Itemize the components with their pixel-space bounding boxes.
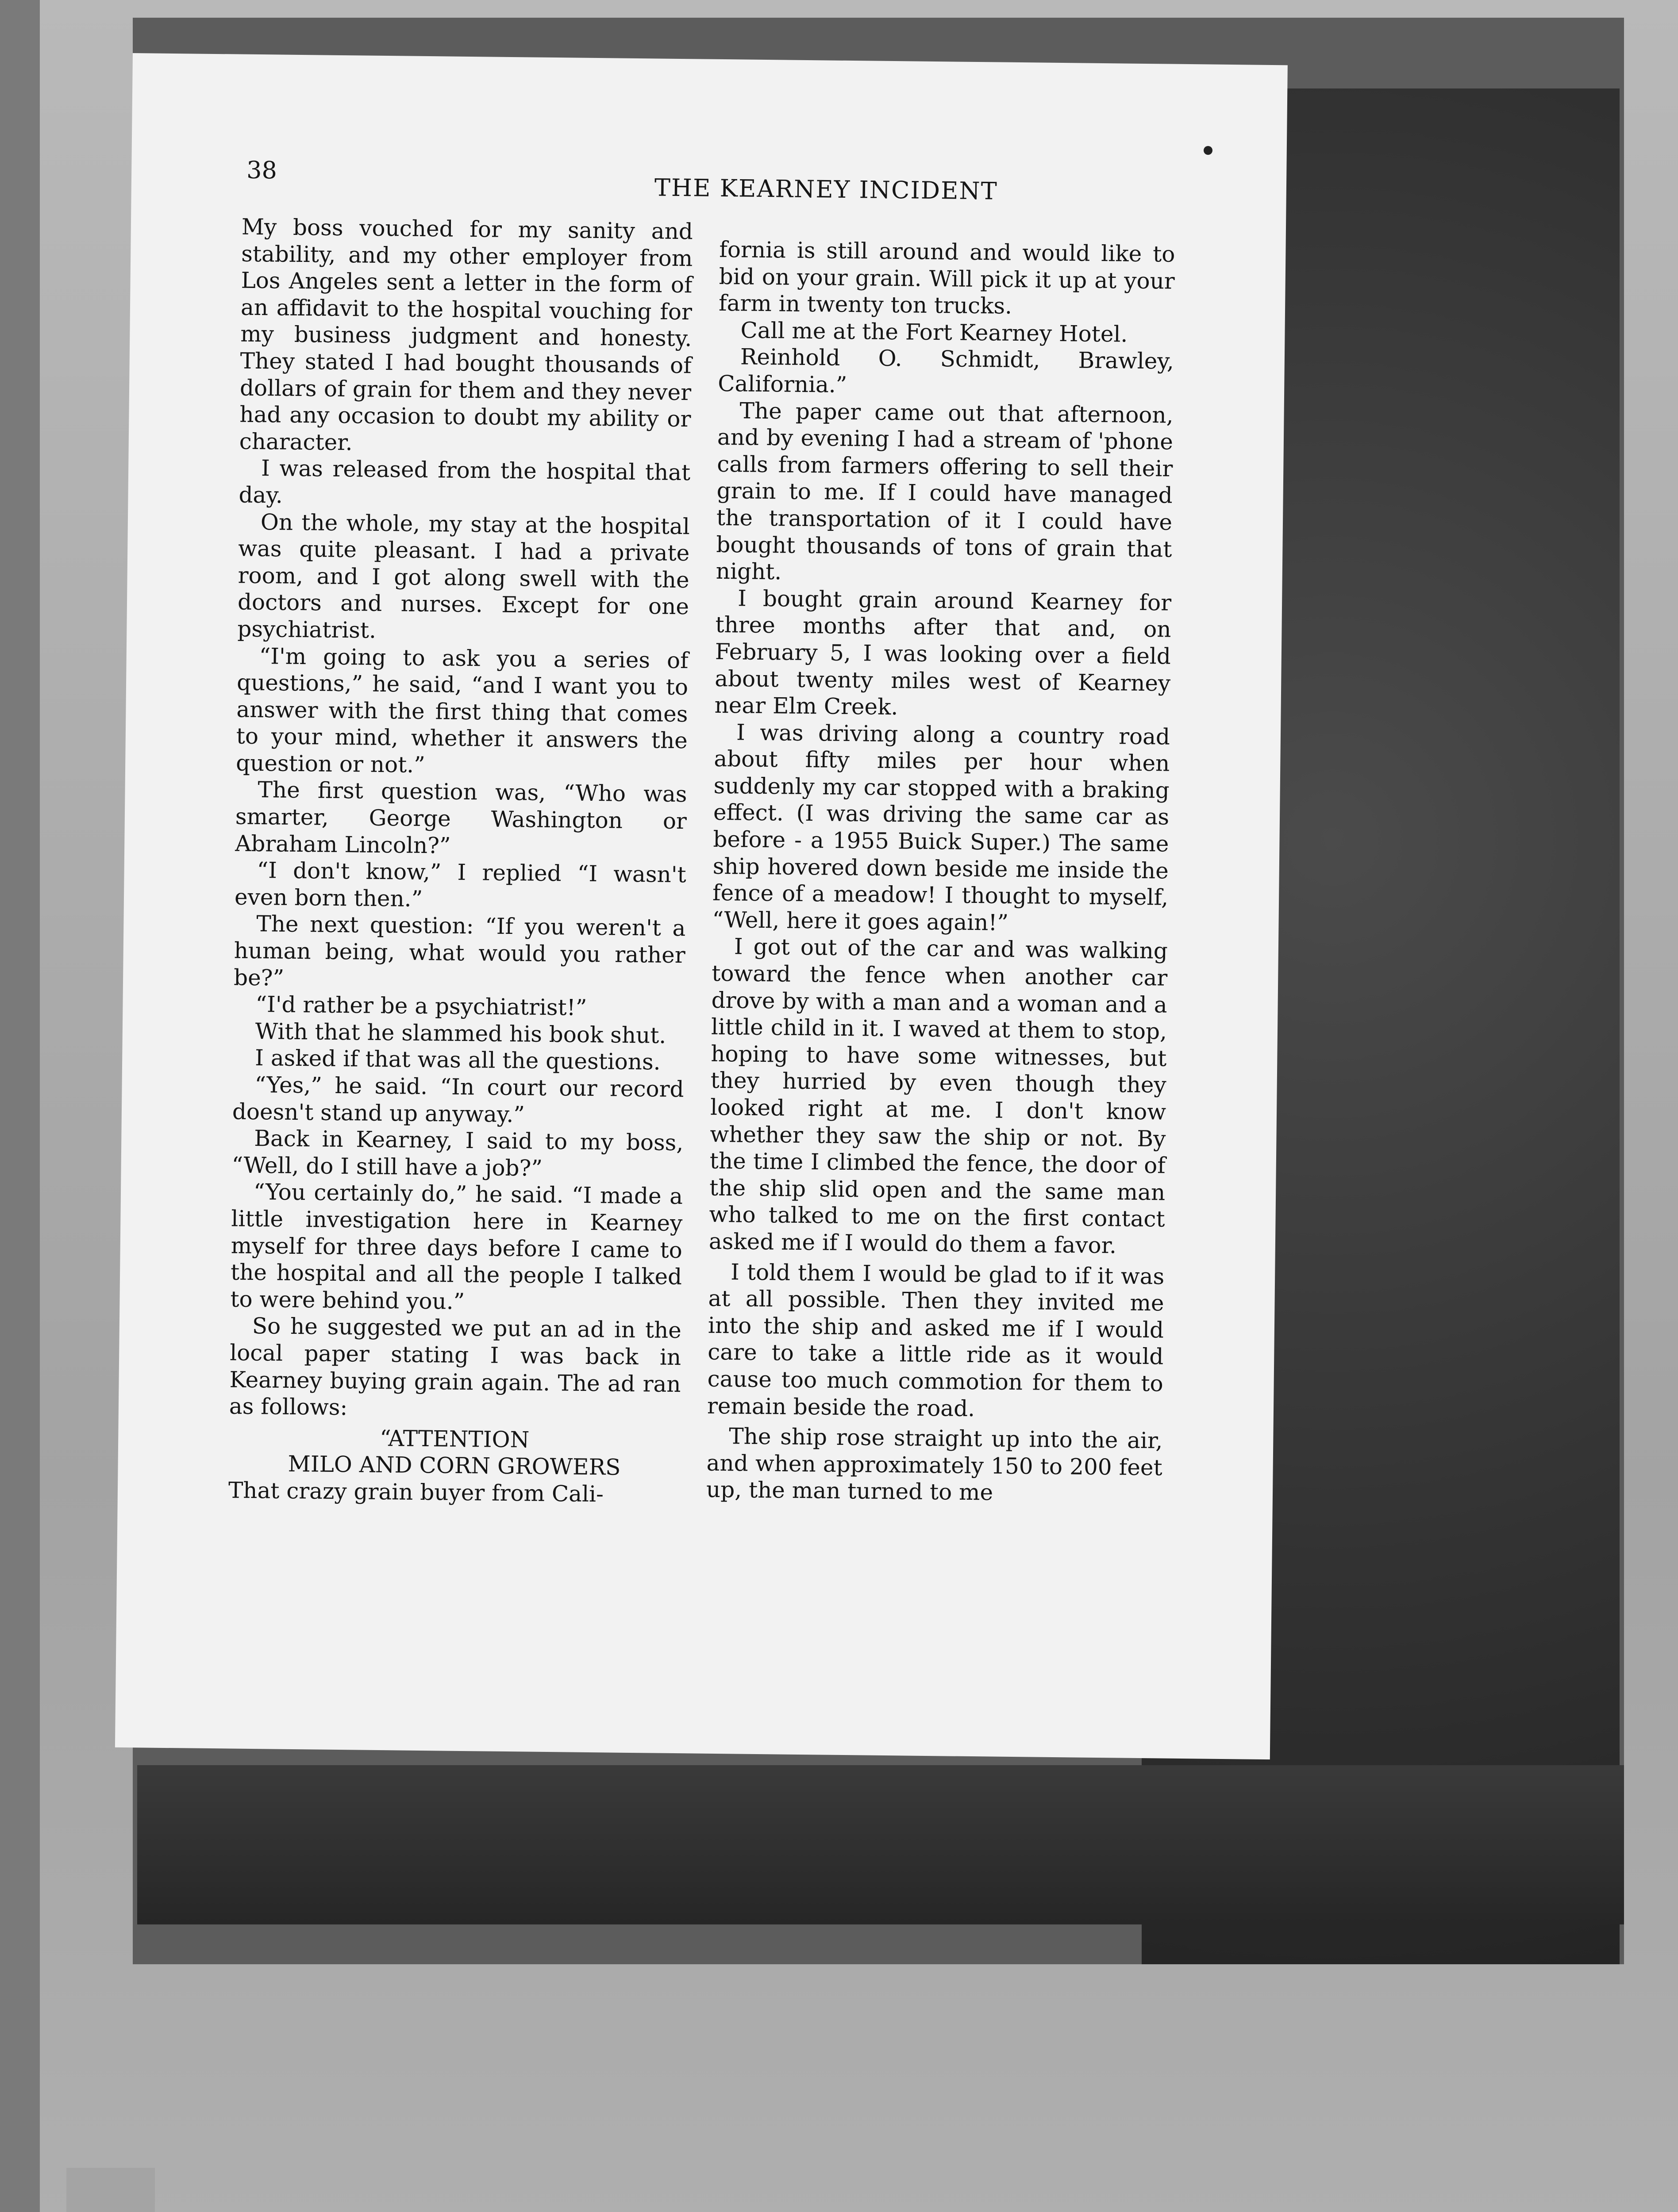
- right-column: [706, 236, 1175, 1508]
- running-head: THE KEARNEY INCIDENT: [654, 173, 998, 205]
- paragraph: I bought grain around Kearney for three months after that and, on February 5, I was looking over a field about twenty miles west of Kearney near Elm Creek.: [714, 585, 1172, 720]
- paragraph: My boss vouched for my sanity and stability, and my other employer from Los Angeles sent a letter in the form of an affidavit to the hospital vouching for my business judgment and honesty. They stated I had bought thousands of dollars of grain for them and they never had any occasion to doubt my ability or character.: [239, 214, 693, 455]
- paragraph: I was released from the hospital that day.: [239, 455, 691, 508]
- paragraph: I was driving along a country road about fifty miles per hour when suddenly my car stopped with a braking effect. (I was driving the same car as before - a 1955 Buick Super.) The same ship hovered down beside me inside the fence of a meadow! I thought to myself, “Well, here it goes again!”: [712, 719, 1170, 936]
- paragraph: I got out of the car and was walking toward the fence when another car drove by with a man and a woman and a little child in it. I waved at them to stop, hoping to have some witnesses, but they hurried by even though they looked right at me. I don't know whether they saw the ship or not. By the time I climbed the fence, the door of the ship slid open and the same man who talked to me on the first contact asked me if I would do them a favor.: [708, 933, 1168, 1259]
- paragraph: The ship rose straight up into the air, and when approximately 150 to 200 feet up, the man turned to me: [706, 1423, 1163, 1505]
- ink-speck: [1204, 146, 1212, 155]
- paragraph: The first question was, “Who was smarter, George Washington or Abraham Lincoln?”: [235, 777, 687, 859]
- ad-contact-line: Call me at the Fort Kearney Hotel.: [740, 317, 1128, 347]
- paragraph: I asked if that was all the questions.: [254, 1045, 661, 1075]
- paragraph: On the whole, my stay at the hospital was quite pleasant. I had a private room, and I got along swell with the doctors and nurses. Except for one psychiatrist.: [237, 509, 690, 643]
- ad-heading: “ATTENTION: [379, 1425, 530, 1453]
- paragraph: I told them I would be glad to if it was at all possible. Then they invited me into the ship and asked me if I would care to take a little ride as it would cause too much commotion for them to remain beside the road.: [707, 1259, 1165, 1421]
- paragraph: The paper came out that afternoon, and by evening I had a stream of 'phone calls from farmers offering to sell their grain to me. If I could have managed the transportation of it I could have bought thousands of tons of grain that night.: [716, 397, 1174, 585]
- paragraph: “I don't know,” I replied “I wasn't even born then.”: [234, 857, 686, 912]
- page-number: 38: [246, 156, 277, 184]
- book-page: [115, 53, 1288, 1759]
- smudge-mark: [66, 2168, 155, 2212]
- paragraph: “I'd rather be a psychiatrist!”: [255, 991, 587, 1021]
- paragraph: The next question: “If you weren't a human being, what would you rather be?”: [233, 911, 686, 991]
- paragraph: “I'm going to ask you a series of questions,” he said, “and I want you to answer with the first thing that comes to your mind, whether it answers the question or not.”: [235, 643, 689, 778]
- paragraph: Back in Kearney, I said to my boss, “Well, do I still have a job?”: [231, 1125, 684, 1181]
- ad-body-start: That crazy grain buyer from Cali-: [228, 1477, 604, 1507]
- paragraph: With that he slammed his book shut.: [255, 1018, 666, 1048]
- paragraph: “Yes,” he said. “In court our record doesn't stand up anyway.”: [232, 1072, 684, 1128]
- ad-body-continued: fornia is still around and would like to bid on your grain. Will pick it up at your farm in twenty ton trucks.: [718, 236, 1175, 319]
- ad-signature: Reinhold O. Schmidt, Brawley, California.”: [717, 344, 1174, 398]
- paragraph: “You certainly do,” he said. “I made a little investigation here in Kearney myself for three days before I came to the hospital and all the people I talked to were behind you.”: [230, 1179, 683, 1314]
- paragraph: So he suggested we put an ad in the local paper stating I was back in Kearney buying grain again. The ad ran as follows:: [229, 1313, 682, 1421]
- ad-subheading: MILO AND CORN GROWERS: [288, 1451, 621, 1481]
- bottom-shadow: [137, 1765, 1624, 1924]
- left-column: [228, 214, 693, 1509]
- film-edge: [0, 0, 40, 2212]
